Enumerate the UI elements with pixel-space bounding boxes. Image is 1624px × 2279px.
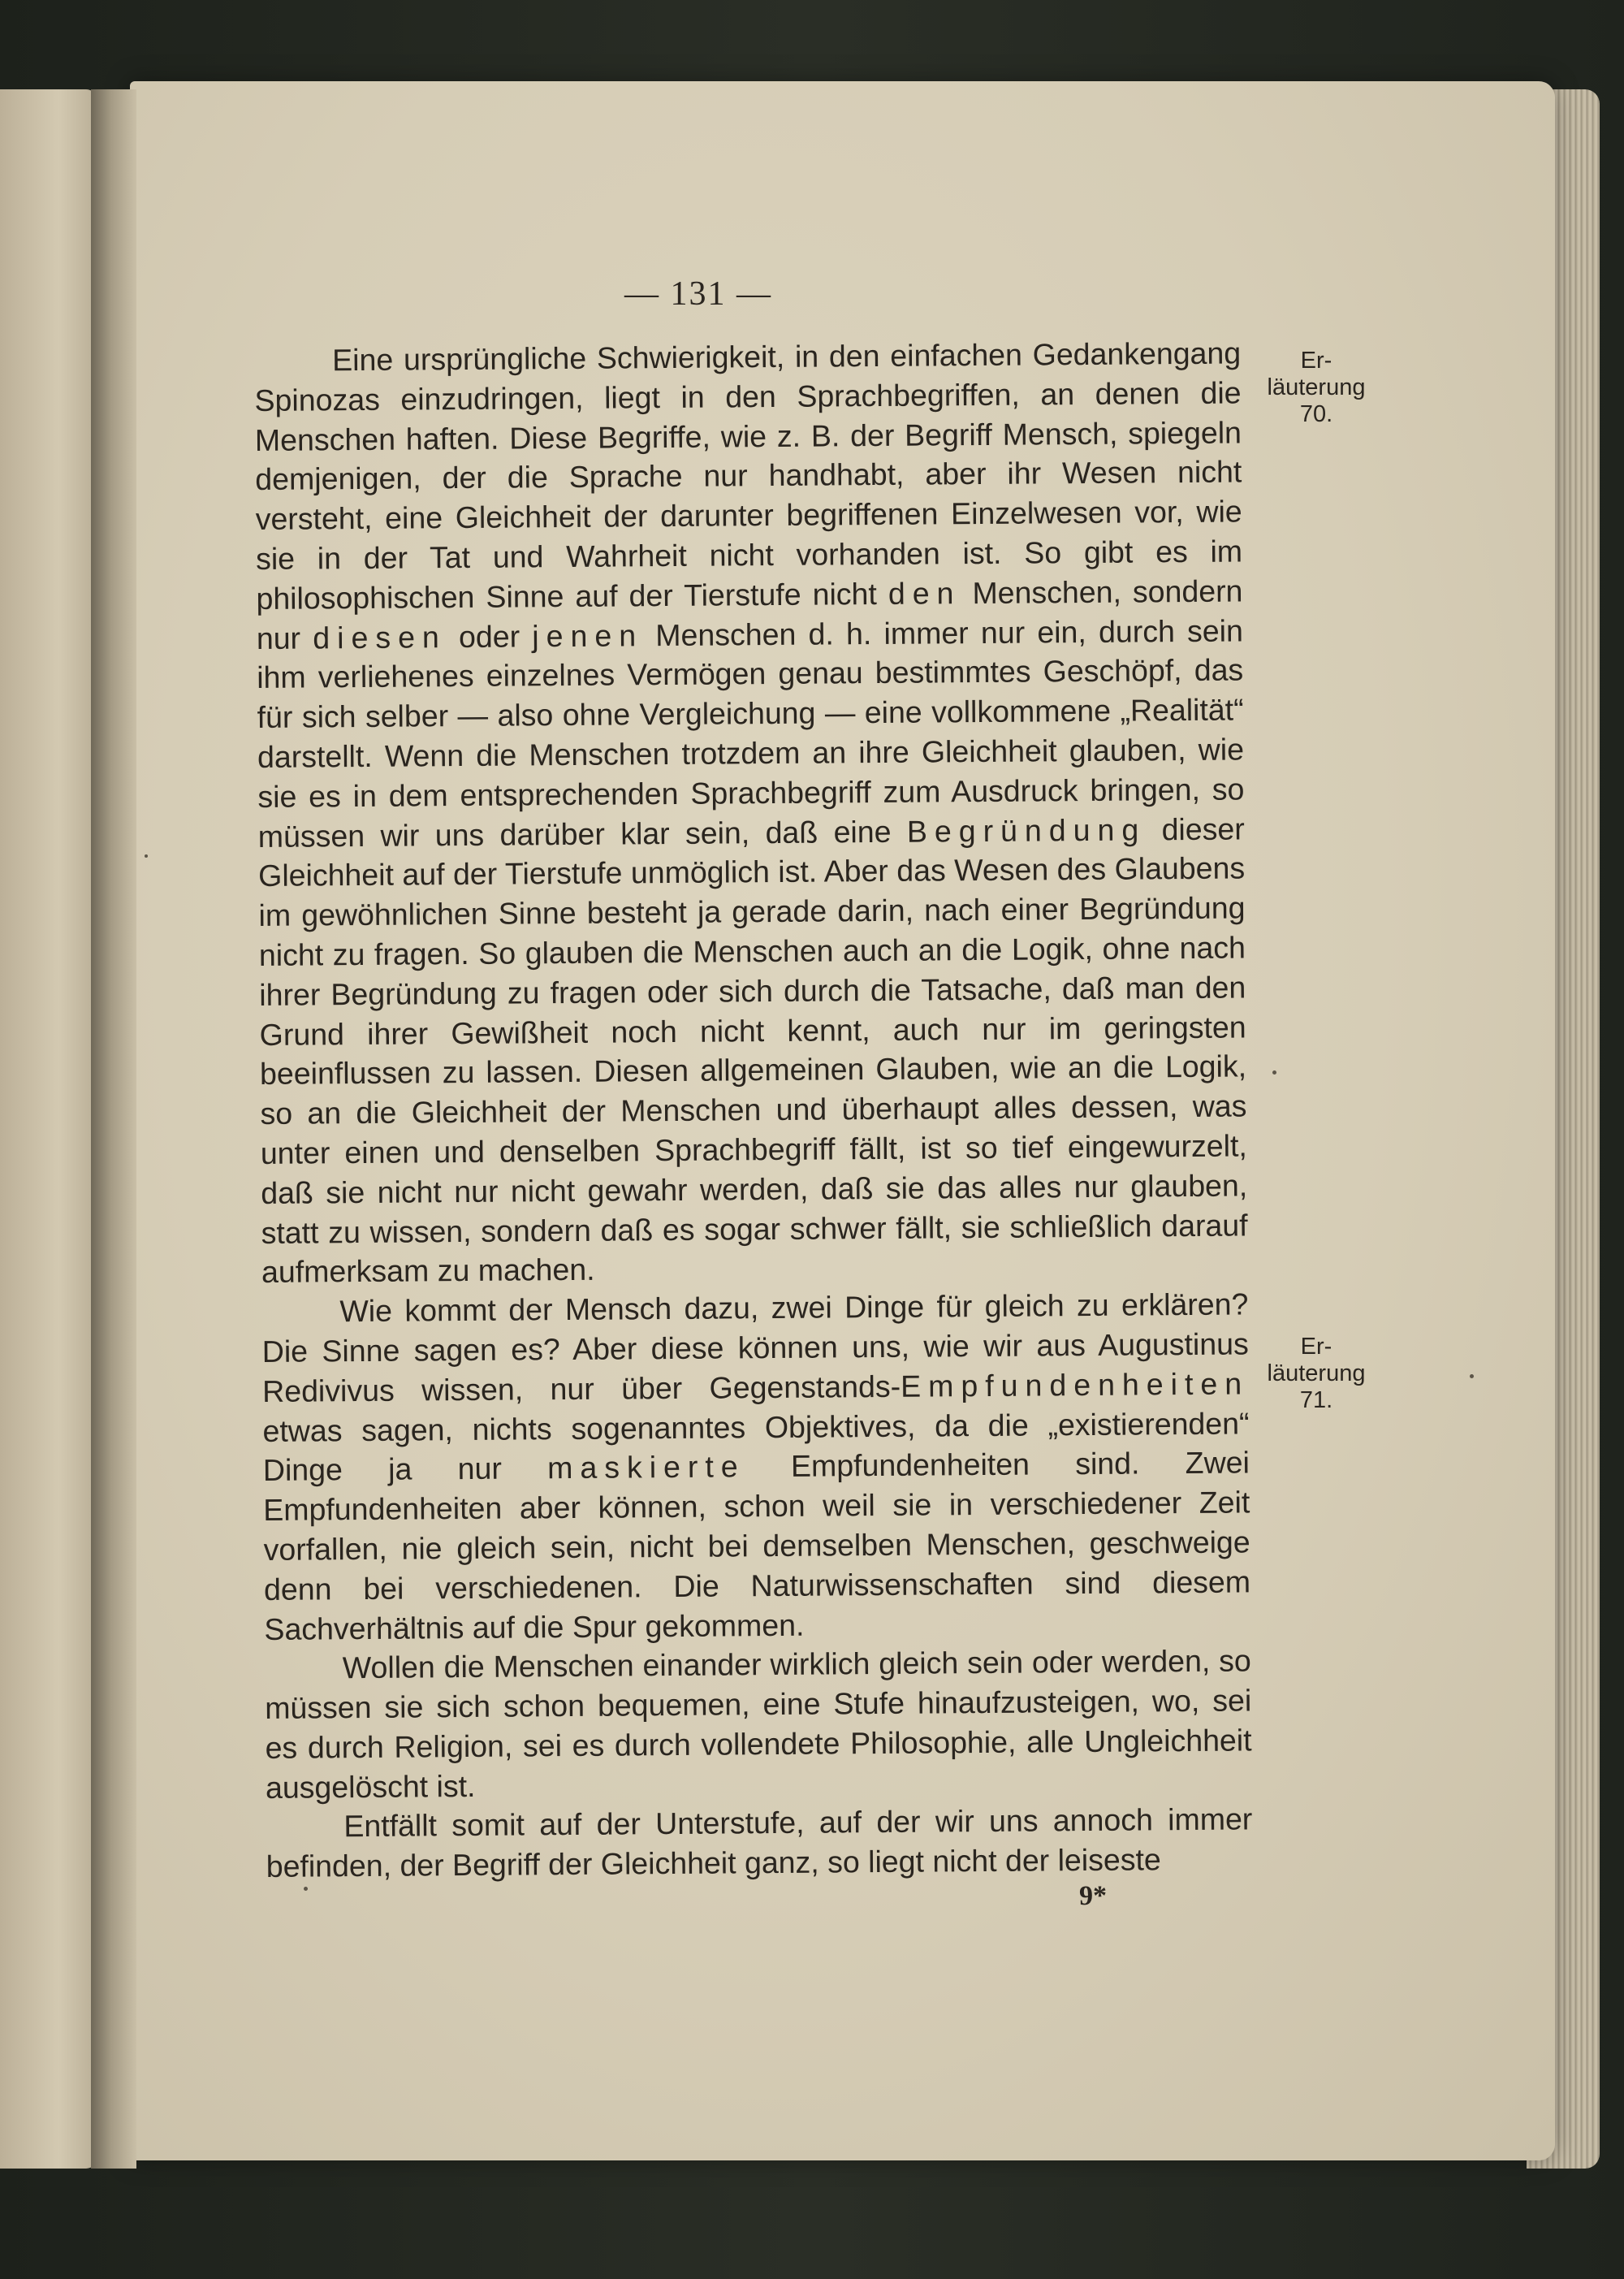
signature-mark: 9* (1078, 1880, 1108, 1912)
emphasis-den: den (888, 575, 961, 611)
paper-speck (145, 854, 148, 858)
emphasis-jenen: jenen (532, 617, 644, 653)
paper-speck (304, 1887, 308, 1891)
emphasis-diesen: diesen (313, 619, 447, 655)
emphasis-maskierte: maskierte (546, 1449, 745, 1485)
emphasis-empfundenheiten: Empfundenheiten (900, 1366, 1250, 1403)
margin-note-71: Er- läuterung 71. (1267, 1334, 1366, 1413)
margin-note-70: Er- läuterung 70. (1267, 348, 1366, 427)
paper-speck (1470, 1374, 1474, 1378)
book-gutter (91, 89, 136, 2169)
body-text (254, 333, 1253, 1919)
emphasis-begruendung: Begründung (906, 811, 1147, 849)
paragraph-4: Entfällt somit auf der Unterstufe, auf der wir uns annoch immer befinden, der Begriff der Gleichheit ganz, so liegt nicht der leiseste (266, 1801, 1253, 1884)
left-page-edge (0, 89, 97, 2169)
paragraph-2: Wie kommt der Mensch dazu, zwei Dinge für gleich zu erklären? Die Sinne sagen es? Aber diese können uns, wie wir aus Augustinus Redivivus wissen, nur über Gegenstands-Empfundenheiten etwas sagen, nichts sogenanntes Objektives, da die „existierenden“ Dinge ja nur maskierte Empfundenheiten sind. Zwei Empfundenheiten aber können, schon weil sie in verschiedener Zeit vorfallen, nie gleich sein, nicht bei demselben Menschen, geschweige denn bei verschiedenen. Die Naturwissenschaften sind diesem Sachverhältnis auf die Spur gekommen. (261, 1287, 1251, 1646)
page-number: — 131 — (624, 275, 772, 313)
paragraph-3: Wollen die Menschen einander wirklich gleich sein oder werden, so müssen sie sich schon bequemen, eine Stufe hinaufzusteigen, wo, sei es durch Religion, sei es durch vollendete Philosophie, alle Ungleichheit ausgelöscht ist. (265, 1643, 1252, 1805)
paragraph-1: Eine ursprüngliche Schwierigkeit, in den einfachen Gedankengang Spinozas einzudringen, liegt in den Sprachbegriffen, an denen die Menschen haften. Diese Begriffe, wie z. B. der Begriff Mensch, spiegeln demjenigen, der die Sprache nur handhabt, aber ihr Wesen nicht versteht, eine Gleichheit der darunter begriffenen Einzelwesen vor, wie sie in der Tat und Wahrheit nicht vorhanden ist. So gibt es im philosophischen Sinne auf der Tierstufe nicht den Menschen, sondern nur diesen oder jenen Menschen d. h. immer nur ein, durch sein ihm verliehenes einzelnes Vermögen genau bestimmtes Geschöpf, das für sich selber — also ohne Vergleichung — eine vollkommene „Realität“ darstellt. Wenn die Menschen trotzdem an ihre Gleichheit glauben, wie sie es in dem entsprechenden Sprachbegriff zum Ausdruck bringen, so müssen wir uns darüber klar sein, daß eine Begründung dieser Gleichheit auf der Tierstufe unmöglich ist. Aber das Wesen des Glaubens im gewöhnlichen Sinne besteht ja gerade darin, nach einer Begründung nicht zu fragen. So glauben die Menschen auch an die Logik, ohne nach ihrer Begründung zu fragen oder sich durch die Tatsache, daß man den Grund ihrer Gewißheit noch nicht kennt, auch nur im geringsten beeinflussen zu lassen. Diesen allgemeinen Glauben, wie an die Logik, so an die Gleichheit der Menschen und überhaupt alles dessen, was unter einen und denselben Sprachbegriff fällt, ist so tief eingewurzelt, daß sie nicht nur nicht gewahr werden, daß sie das alles nur glauben, statt zu wissen, sondern daß es sogar schwer fällt, sie schließlich darauf aufmerksam zu machen. (254, 335, 1248, 1290)
paper-speck (1272, 1070, 1276, 1075)
